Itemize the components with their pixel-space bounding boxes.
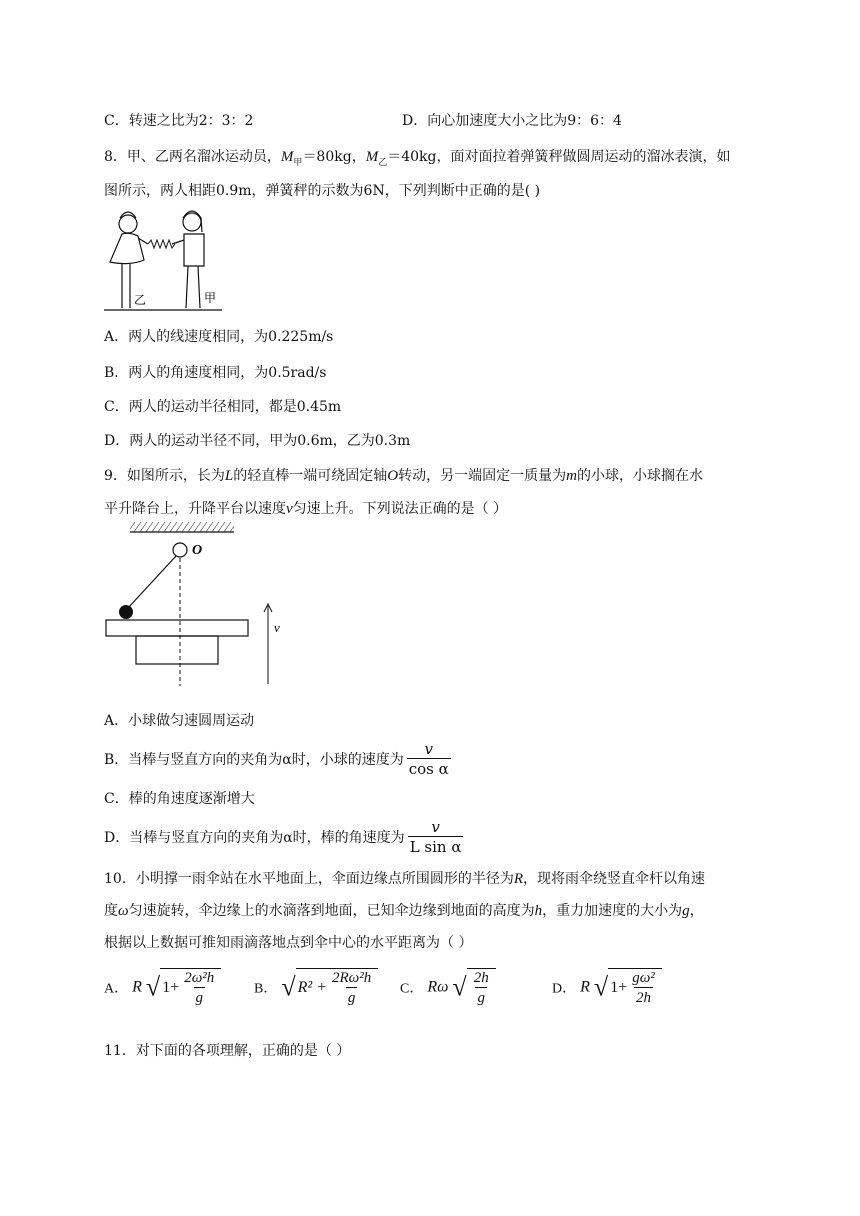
platform-base bbox=[136, 636, 218, 664]
q10-stem-line2: 度ω匀速旋转，伞边缘上的水滴落到地面，已知伞边缘到地面的高度为h，重力加速度的大小为g， bbox=[104, 903, 704, 919]
q9-stem-line2: 平升降台上，升降平台以速度v匀速上升。下列说法正确的是（ ） bbox=[104, 501, 508, 517]
q10-option-a: A． R √ 1+ $\frac{\text{2ω²h}}{g}$ bbox=[104, 968, 221, 1007]
q9-option-b: B．当棒与竖直方向的夹角为α时，小球的速度为 $\frac{v}{\text{cos α}}$ bbox=[104, 740, 449, 778]
q9-option-c: C．棒的角速度逐渐增大 bbox=[104, 791, 255, 807]
q8-option-a: A．两人的线速度相同，为0.225m/s bbox=[104, 329, 334, 345]
q10-option-b: B． √ R² + $\frac{\text{2Rω²h}}{g}$ bbox=[254, 968, 378, 1007]
fig-label-jia: 甲 bbox=[204, 291, 217, 305]
pivot-o bbox=[173, 543, 187, 557]
q8-option-c: C．两人的运动半径相同，都是0.45m bbox=[104, 399, 342, 415]
q8-stem-line1: 8．甲、乙两名溜冰运动员，$M_甲=80kg$，$M_乙=40kg$，面对面拉着弹簧秤做圆周运动的溜冰表演，如 bbox=[104, 149, 731, 168]
ceiling-hatch bbox=[130, 522, 234, 532]
fig-label-yi: 乙 bbox=[134, 293, 147, 307]
q7-option-d: D．向心加速度大小之比为9：6：4 bbox=[402, 113, 622, 129]
label-v: v bbox=[274, 620, 280, 635]
q8-option-d: D．两人的运动半径不同，甲为0.6m，乙为0.3m bbox=[104, 433, 411, 449]
q10-stem-line3: 根据以上数据可推知雨滴落地点到伞中心的水平距离为（ ） bbox=[104, 935, 473, 951]
q9-stem-line1: 9．如图所示，长为L的轻直棒一端可绕固定轴O转动，另一端固定一质量为m的小球，小球搁在水 bbox=[104, 468, 703, 484]
q8-stem-line2: 图所示，两人相距0.9m，弹簧秤的示数为6N，下列判断中正确的是( ) bbox=[104, 183, 541, 199]
ball bbox=[119, 605, 133, 619]
q9-option-a: A．小球做匀速圆周运动 bbox=[104, 713, 255, 729]
q9-option-d: D．当棒与竖直方向的夹角为α时，棒的角速度为 $\frac{v}{\text{L sin α}}$ bbox=[104, 818, 462, 856]
q8-option-b: B．两人的角速度相同，为0.5rad/s bbox=[104, 365, 327, 381]
rod bbox=[128, 556, 176, 608]
skaters-figure bbox=[100, 204, 226, 314]
q10-option-d: D． R √ 1+ $\frac{\text{gω²}}{2h}$ bbox=[552, 968, 662, 1007]
rod-platform-figure bbox=[100, 520, 290, 692]
q11-stem: 11．对下面的各项理解，正确的是（ ） bbox=[104, 1043, 351, 1059]
q7-option-c: C．转速之比为2：3：2 bbox=[104, 113, 254, 129]
q10-option-c: C． Rω √ $\frac{2h}{g}$ bbox=[400, 968, 496, 1007]
q10-stem-line1: 10．小明撑一雨伞站在水平地面上，伞面边缘点所围圆形的半径为R，现将雨伞绕竖直伞杆以角速 bbox=[104, 871, 705, 887]
platform bbox=[106, 620, 248, 636]
label-o: O bbox=[192, 543, 203, 558]
